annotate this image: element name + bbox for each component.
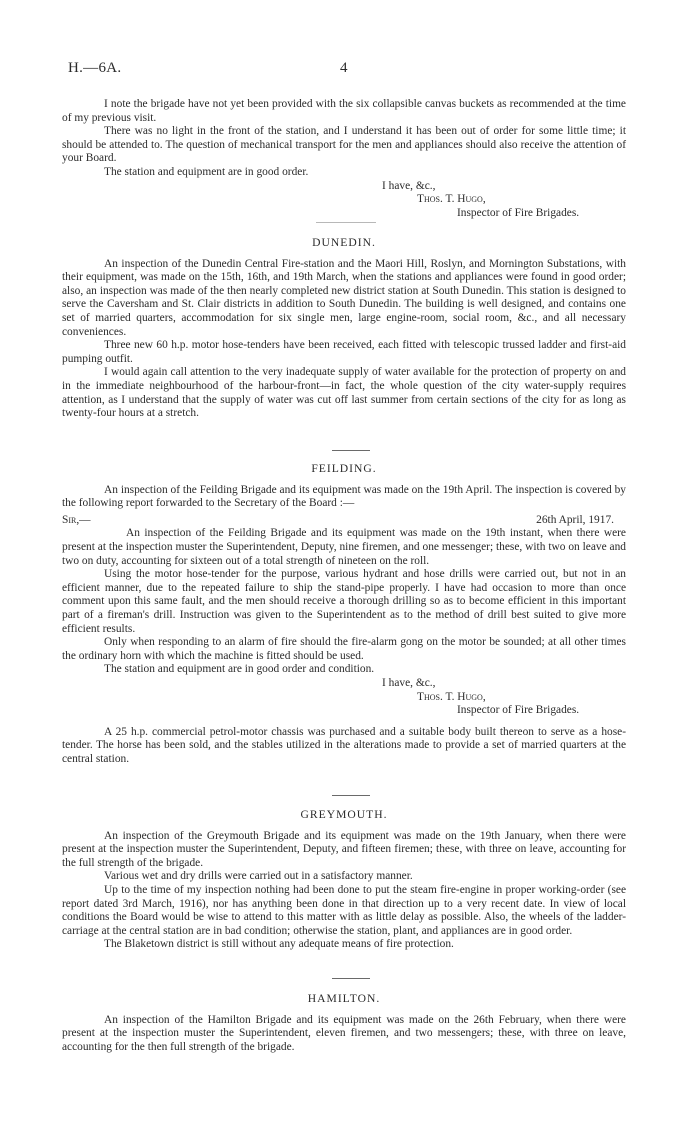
paragraph: The station and equipment are in good order. xyxy=(104,165,309,178)
signatory-title: Inspector of Fire Brigades. xyxy=(457,704,580,717)
paragraph: Using the motor hose-tender for the purpose, various hydrant and hose drills were carried out, but not in an efficient manner, due to the repeated failure to ship the stand-pipe properly. I have had occasion to more than once comment upon this same fault, and the men should receive a thorough drilling so as to become efficient in this important part of a fireman's drill. Instruction was given to the Superintendent as to the method of drill best suited to give more efficient results. xyxy=(62,568,626,635)
paragraph: There was no light in the front of the station, and I understand it has been out of order for some little time; it should be attended to. The question of mechanical transport for the men and appliances should also receive the attention of your Board. xyxy=(62,125,626,165)
greymouth-section xyxy=(62,808,626,952)
paragraph: An inspection of the Feilding Brigade and its equipment was made on the 19th instant, when there were present at the inspection muster the Superintendent, Deputy, nine firemen, and one messenger; these, with two on leave and two on duty, accounting for sixteen out of a total strength of nineteen on the roll. xyxy=(62,527,626,567)
page-number: 4 xyxy=(340,60,348,76)
intro-section xyxy=(62,98,626,220)
signoff: I have, &c., xyxy=(382,676,436,689)
section-heading: HAMILTON. xyxy=(307,992,381,1005)
section-divider xyxy=(332,450,370,451)
paragraph: Only when responding to an alarm of fire should the fire-alarm gong on the motor be sounded; at all other times the ordinary horn with which the machine is fitted should be used. xyxy=(62,636,626,662)
paragraph: An inspection of the Feilding Brigade and its equipment was made on the 19th April. The inspection is covered by the following report forwarded to the Secretary of the Board :— xyxy=(62,483,626,510)
paragraph: I would again call attention to the very inadequate supply of water available for the protection of property on and in the immediate neighbourhood of the harbour-front—in fact, the whole question of the city water-supply requires attention, as I understand that the supply of water was cut off last summer from certain sections of the city for as long as twenty-four hours at a stretch. xyxy=(62,366,626,420)
section-divider xyxy=(332,978,370,979)
section-heading: GREYMOUTH. xyxy=(300,808,388,821)
series-code: H.—6A. xyxy=(68,60,122,76)
signoff: I have, &c., xyxy=(382,179,436,192)
paragraph: I note the brigade have not yet been provided with the six collapsible canvas buckets as recommended at the time of my previous visit. xyxy=(62,98,626,124)
hamilton-section xyxy=(62,992,626,1054)
letter-header xyxy=(62,514,626,528)
signatory-name: Thos. T. Hugo, xyxy=(417,690,486,703)
paragraph: The Blaketown district is still without any adequate means of fire protection. xyxy=(104,938,454,951)
paragraph: An inspection of the Dunedin Central Fire-station and the Maori Hill, Roslyn, and Mornington Substations, with their equipment, was made on the 15th, 16th, and 19th March, when the stations and appliances were found in good order; also, an inspection was made of the then nearly completed new district station at South Dunedin. This station is designed to serve the Caversham and St. Clair districts in addition to South Dunedin. The building is well designed, and contains one set of married quarters, accommodation for six single men, large engine-room, social room, &c., and all necessary conveniences. xyxy=(62,257,626,338)
letter-date: 26th April, 1917. xyxy=(536,513,614,526)
paragraph: Three new 60 h.p. motor hose-tenders have been received, each fitted with telescopic trussed ladder and first-aid pumping outfit. xyxy=(62,339,626,365)
feilding-section xyxy=(62,462,626,766)
section-divider xyxy=(316,222,376,223)
section-heading: FEILDING. xyxy=(311,462,377,475)
paragraph: The station and equipment are in good order and condition. xyxy=(104,663,375,676)
signatory-name: Thos. T. Hugo, xyxy=(417,193,486,206)
paragraph: An inspection of the Hamilton Brigade and its equipment was made on the 26th February, when there were present at the inspection muster the Superintendent, eleven firemen, and two messengers; these, with three on leave, accounting for the then full strength of the brigade. xyxy=(62,1013,626,1053)
section-heading: DUNEDIN. xyxy=(312,236,376,249)
paragraph: An inspection of the Greymouth Brigade and its equipment was made on the 19th January, when there were present at the inspection muster the Superintendent, Deputy, and fifteen firemen; these, with three on leave, accounting for the full strength of the brigade. xyxy=(62,829,626,869)
paragraph: Up to the time of my inspection nothing had been done to put the steam fire-engine in proper working-order (see report dated 3rd March, 1916), nor has anything been done in that direction up to a very recent date. In view of local conditions the Board would be wise to attend to this matter with as little delay as possible. Also, the wheels of the ladder-carriage at the central station are in bad condition; otherwise the station, plant, and appliances are in good order. xyxy=(62,883,626,937)
paragraph: Various wet and dry drills were carried out in a satisfactory manner. xyxy=(104,870,413,883)
signatory-title: Inspector of Fire Brigades. xyxy=(457,206,580,219)
salutation: Sir,— xyxy=(62,513,91,526)
section-divider xyxy=(332,795,370,796)
dunedin-section xyxy=(62,236,626,421)
paragraph: A 25 h.p. commercial petrol-motor chassis was purchased and a suitable body built thereon to serve as a hose-tender. The horse has been sold, and the stables utilized in the alterations made to provide a set of married quarters at the central station. xyxy=(62,725,626,765)
